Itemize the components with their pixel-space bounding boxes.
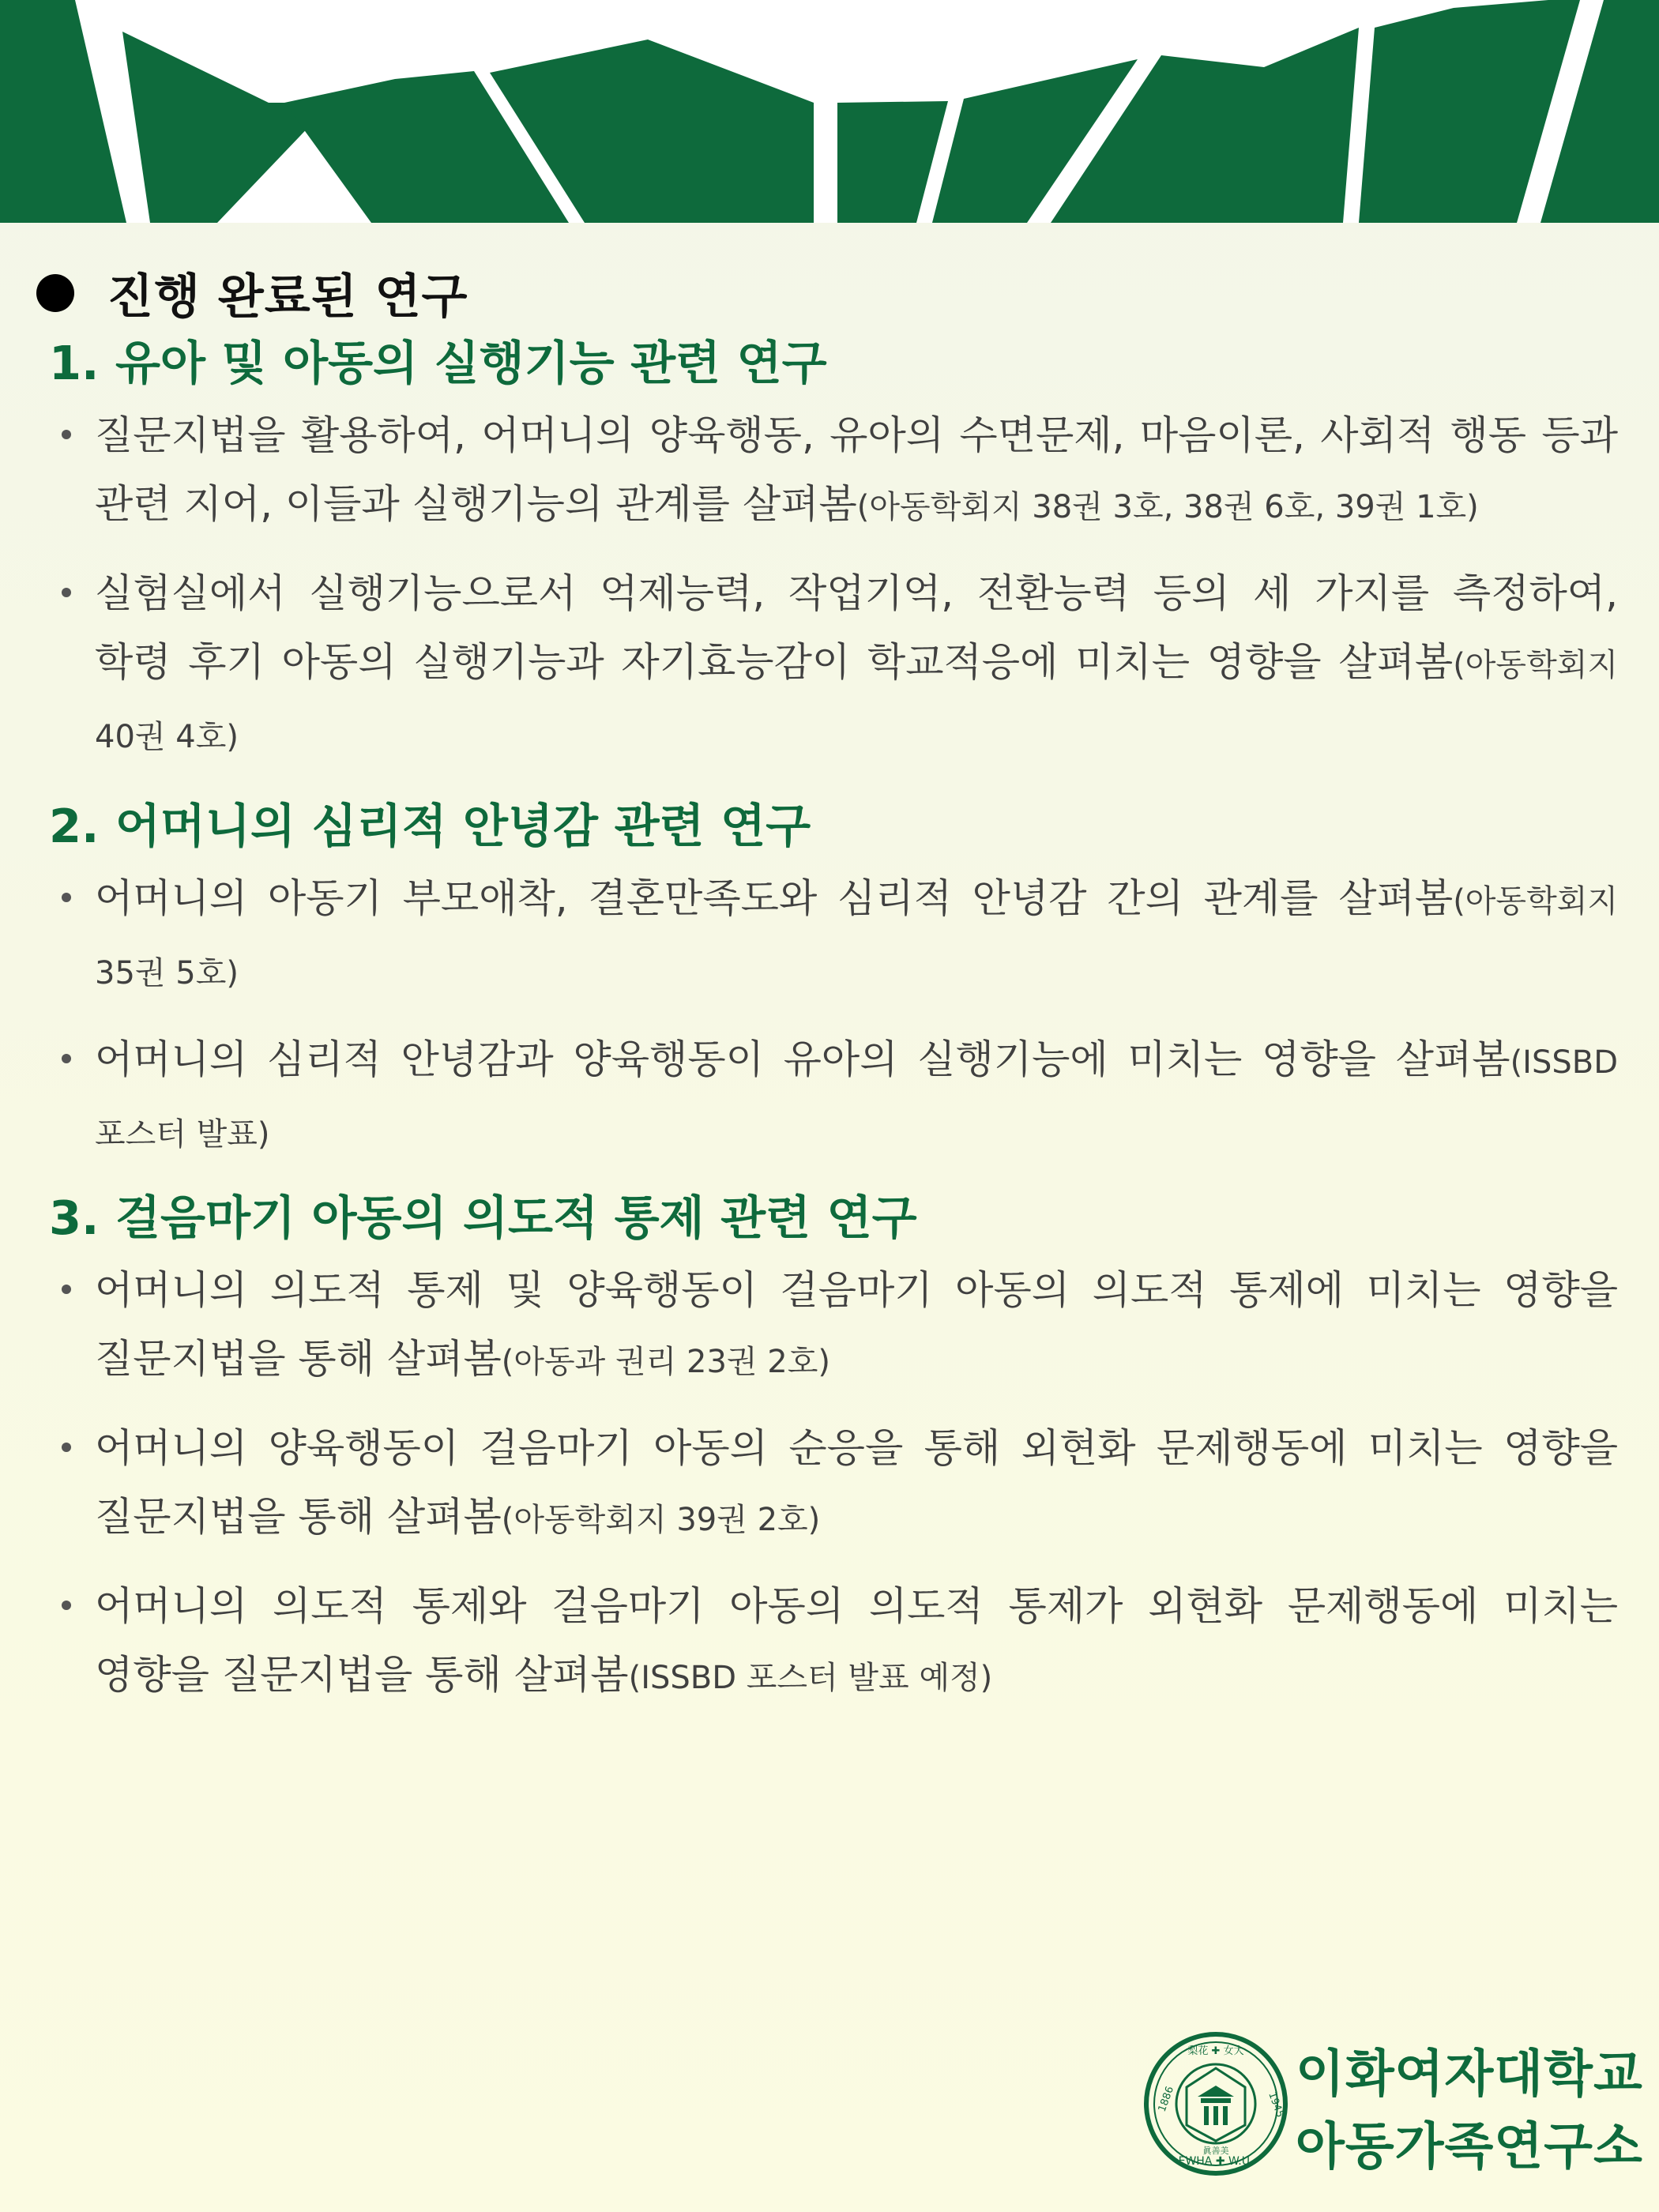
page-title: 진행 완료된 연구 [107,269,468,325]
item-list [62,401,1618,789]
item-text: 질문지법을 활용하여, 어머니의 양육행동, 유아의 수면문제, 마음이론, 사회적 행동 등과 관련 지어, 이들과 실행기능의 관계를 살펴봄 [95,412,1618,527]
bullet-icon [36,274,74,312]
item-text: 어머니의 아동기 부모애착, 결혼만족도와 심리적 안녕감 간의 관계를 살펴봄 [95,875,1454,921]
section-title: 3. 걸음마기 아동의 의도적 통제 관련 연구 [49,1191,917,1245]
item-list [62,864,1618,1187]
item-list [62,1256,1618,1730]
bullet-icon [62,1601,71,1610]
item-citation: (아동학회지 38권 3호, 38권 6호, 39권 1호) [856,489,1479,525]
item-citation: (아동학회지 40권 4호) [95,647,1618,755]
seal-text-bottom: EWHA ✚ W.U. [1178,2155,1254,2168]
bullet-icon [62,1443,71,1452]
section-title: 1. 유아 및 아동의 실행기능 관련 연구 [49,336,827,390]
item-text: 어머니의 심리적 안녕감과 양육행동이 유아의 실행기능에 미치는 영향을 살펴봄 [95,1036,1510,1082]
list-item [62,1256,1618,1397]
item-citation: (ISSBD 포스터 발표 예정) [628,1660,993,1696]
list-item [62,1414,1618,1555]
bullet-icon [62,1054,71,1063]
item-text: 어머니의 양육행동이 걸음마기 아동의 순응을 통해 외현화 문제행동에 미치는 영향을 질문지법을 통해 살펴봄 [95,1425,1618,1540]
seal-year-right: 1945 [1266,2090,1286,2120]
item-citation: (아동과 권리 23권 2호) [501,1344,830,1380]
institute-name: 아동가족연구소 [1296,2118,1643,2176]
list-item [62,1025,1618,1169]
bullet-icon [62,893,71,902]
item-citation: (아동학회지 39권 2호) [501,1502,821,1538]
section-title: 2. 어머니의 심리적 안녕감 관련 연구 [49,799,811,853]
list-item [62,864,1618,1008]
list-item [62,1572,1618,1713]
item-citation: (아동학회지 35권 5호) [95,883,1618,991]
bullet-icon [62,430,71,439]
item-citation: (ISSBD 포스터 발표) [95,1044,1618,1153]
seal-text-top: 梨花 ✚ 女大 [1187,2045,1244,2057]
item-text: 어머니의 의도적 통제와 걸음마기 아동의 의도적 통제가 외현화 문제행동에 미치는 영향을 질문지법을 통해 살펴봄 [95,1583,1618,1698]
bullet-icon [62,1285,71,1294]
list-item [62,401,1618,542]
header-banner [0,0,1659,223]
seal-motto: 眞善美 [1202,2146,1229,2156]
university-name: 이화여자대학교 [1296,2045,1643,2104]
item-text: 어머니의 의도적 통제 및 양육행동이 걸음마기 아동의 의도적 통제에 미치는 영향을 질문지법을 통해 살펴봄 [95,1267,1618,1382]
item-text: 실험실에서 실행기능으로서 억제능력, 작업기억, 전환능력 등의 세 가지를 측정하여, 학령 후기 아동의 실행기능과 자기효능감이 학교적응에 미치는 영향을 살펴봄 [95,570,1618,685]
page-heading [36,259,468,327]
footer-logo [1142,2030,1643,2180]
list-item [62,559,1618,772]
bullet-icon [62,588,71,597]
university-seal-icon [1142,2030,1289,2177]
seal-year-left: 1886 [1156,2085,1177,2114]
